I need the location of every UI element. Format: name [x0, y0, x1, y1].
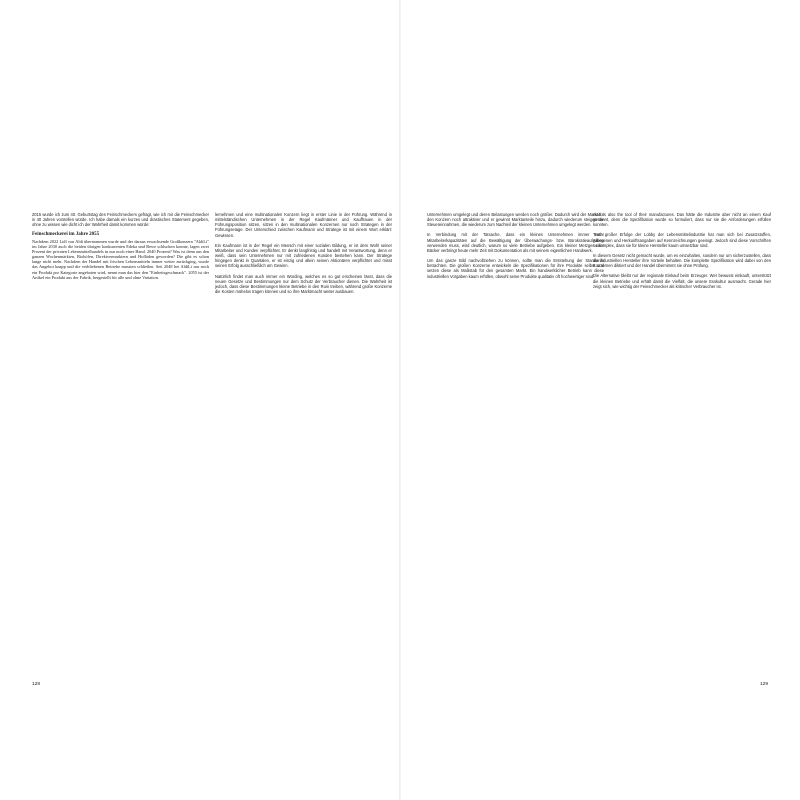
paragraph: In Verbindung mit der Tatsache, dass ein kleines Unternehmen immer mehr Mitarbeiterkapazitäten auf die Bewältigung der Überwachungs- bzw. Bürokratieaufgaben verwenden muss, wird deutlich, warum so viele Betriebe aufgeben. Ein kleiner Metzger oder Bäcker verbringt heute mehr Zeit mit Dokumentation als mit seinem eigentlichen Handwerk. [427, 232, 604, 253]
paragraph: Um das ganze Bild nachvollziehen zu können, sollte man die Entstehung der Standards betrachten. Die großen Konzerne entwickeln die Spezifikationen für ihre Produkte selbst und setzen diese als Maßstab für den gesamten Markt. Ein handwerklicher Betrieb kann diese industriellen Vorgaben kaum erfüllen, obwohl seine Produkte qualitativ oft hochwertiger sind. [427, 258, 604, 279]
paragraph: lernehmen und eine multinationalen Konzern liegt in erster Linie in der Führung. Während in mittelständischen Unternehmen in der Regel Kaufmänner und Kauffrauen in der Führungsposition sitzen, sitzen in den multinationalen Konzernen nur noch Strategen in der Führungsetage. Der Unterschied zwischen Kaufmann und Stratege ist mit einem Wort erklärt: Gewissen. [215, 212, 392, 238]
page-number-right: 129 [759, 682, 768, 687]
page-gutter [399, 0, 401, 800]
paragraph: Ein Kaufmann ist in der Regel ein Mensch mit einer sozialen Bildung, er ist dem Wohl seiner Mitarbeiter und Kunden verpflichtet. Er denkt langfristig und handelt mit Verantwortung, denn er weiß, dass sein Unternehmen nur mit zufriedenen Kunden bestehen kann. Der Stratege hingegen denkt in Quartalen, er ist einzig und allein seinen Aktionären verpflichtet und misst seinen Erfolg ausschließlich am Gewinn. [215, 242, 392, 269]
section-heading: Feinschmeckerei im Jahre 2055 [32, 232, 100, 238]
left-page-column-1 [32, 212, 209, 680]
paragraph: Natürlich findet man auch immer ein Wording, welches es so gut erscheinen lässt, dass die neuen Gesetze und Bestimmungen nur dem Schutz der Verbraucher dienen. Die Wahrheit ist jedoch, dass diese Bestimmungen kleine Betriebe in den Ruin treiben, während große Konzerne die Kosten mühelos tragen können und so ihre Marktmacht weiter ausbauen. [215, 273, 392, 295]
left-page-column-2 [215, 212, 392, 652]
paragraph: man is also the tool of their manufactures. Das hätte die Industrie aber nicht an einem Kauf getrennt, denn die Spezifikation wurde so formuliert, dass nur sie die Anforderungen erfüllen konnten. [593, 212, 771, 228]
serif-paragraph: Nachdem 2022 Lidl von Aldi übernommen wurde und der daraus erwachsende Großkonzern "AldiLi" im Jahre 2030 auch die beiden übrigen konkurrenten Edeka und Rewe schlucken konnte, lagen zwei Prozent der privaten Lebensmittelhandels in nur noch einer Hand. 2040 Prozent? Was ist denn aus den ganzen Wochenmärkten, Biohöfen, Direktvermarktern und Hofläden geworden? Die gibt es schon lange nicht mehr. Nachdem der Handel mit frischen Lebensmitteln immer weiter zurückging, wurde das Angebot knapp und die verbliebenen Betriebe mussten schließen. Seit 2048 bei AldiLi nur noch ein Produkt pro Kategorie angeboten wird, nennt man das hier den "Einheitsgeschmack". 2055 ist der Artikel ein Produkt aus der Fabrik, hergestellt für alle und ohne Variation. [32, 238, 209, 280]
right-page-column-1 [427, 212, 604, 657]
paragraph: In diesem Gesetz nicht gemacht wurde, um es einzuhalten, sondern nur um sicherzustellen, dass die industriellen Hersteller ihre Vorteile behalten. Die komplette Spezifikation wird dabei von den Konzernen diktiert und der Handel übernimmt sie ohne Prüfung. [593, 252, 771, 269]
paragraph: Trotz großer Erfolge der Lobby der Lebensmittelindustrie hat man sich bei Zusatzstoffen, Allergenen und Herkunftsangaben auf Kennzeichnungen geeinigt. Jedoch sind diese Vorschriften so komplex, dass sie für kleine Hersteller kaum umsetzbar sind. [593, 232, 771, 248]
paragraph: Die Alternative bleibt nur der regionale Einkauf beim Erzeuger. Wer bewusst einkauft, unterstützt die kleinen Betriebe und erhält damit die Vielfalt, die unsere Esskultur ausmacht. Gerade hier zeigt sich, wie wichtig der Feinschmecker als kritischer Verbraucher ist. [593, 273, 771, 289]
intro-paragraph: 2015 wurde ich zum 40. Geburtstag des Feinschmeckers gefragt, wie ich mir die Feinschmecker in 40 Jahren vorstellen würde. Ich habe damals ein kurzes und drastisches Statement gegeben, ohne zu wissen wie dicht ich der Wahrheit damit kommen würde: [32, 212, 209, 228]
right-page-column-2 [593, 212, 771, 772]
page-number-left: 128 [32, 682, 41, 687]
paragraph: Unternehmen umgelegt und deren Belastungen werden noch größer. Dadurch wird der Markt für den Konzern noch attraktiver und er gewinnt Marktanteile hinzu, dadurch wiederum steigen die Steuereinnahmen, die wiederum zum Nachteil der kleinen Unternehmen umgelegt werden. [427, 212, 604, 228]
